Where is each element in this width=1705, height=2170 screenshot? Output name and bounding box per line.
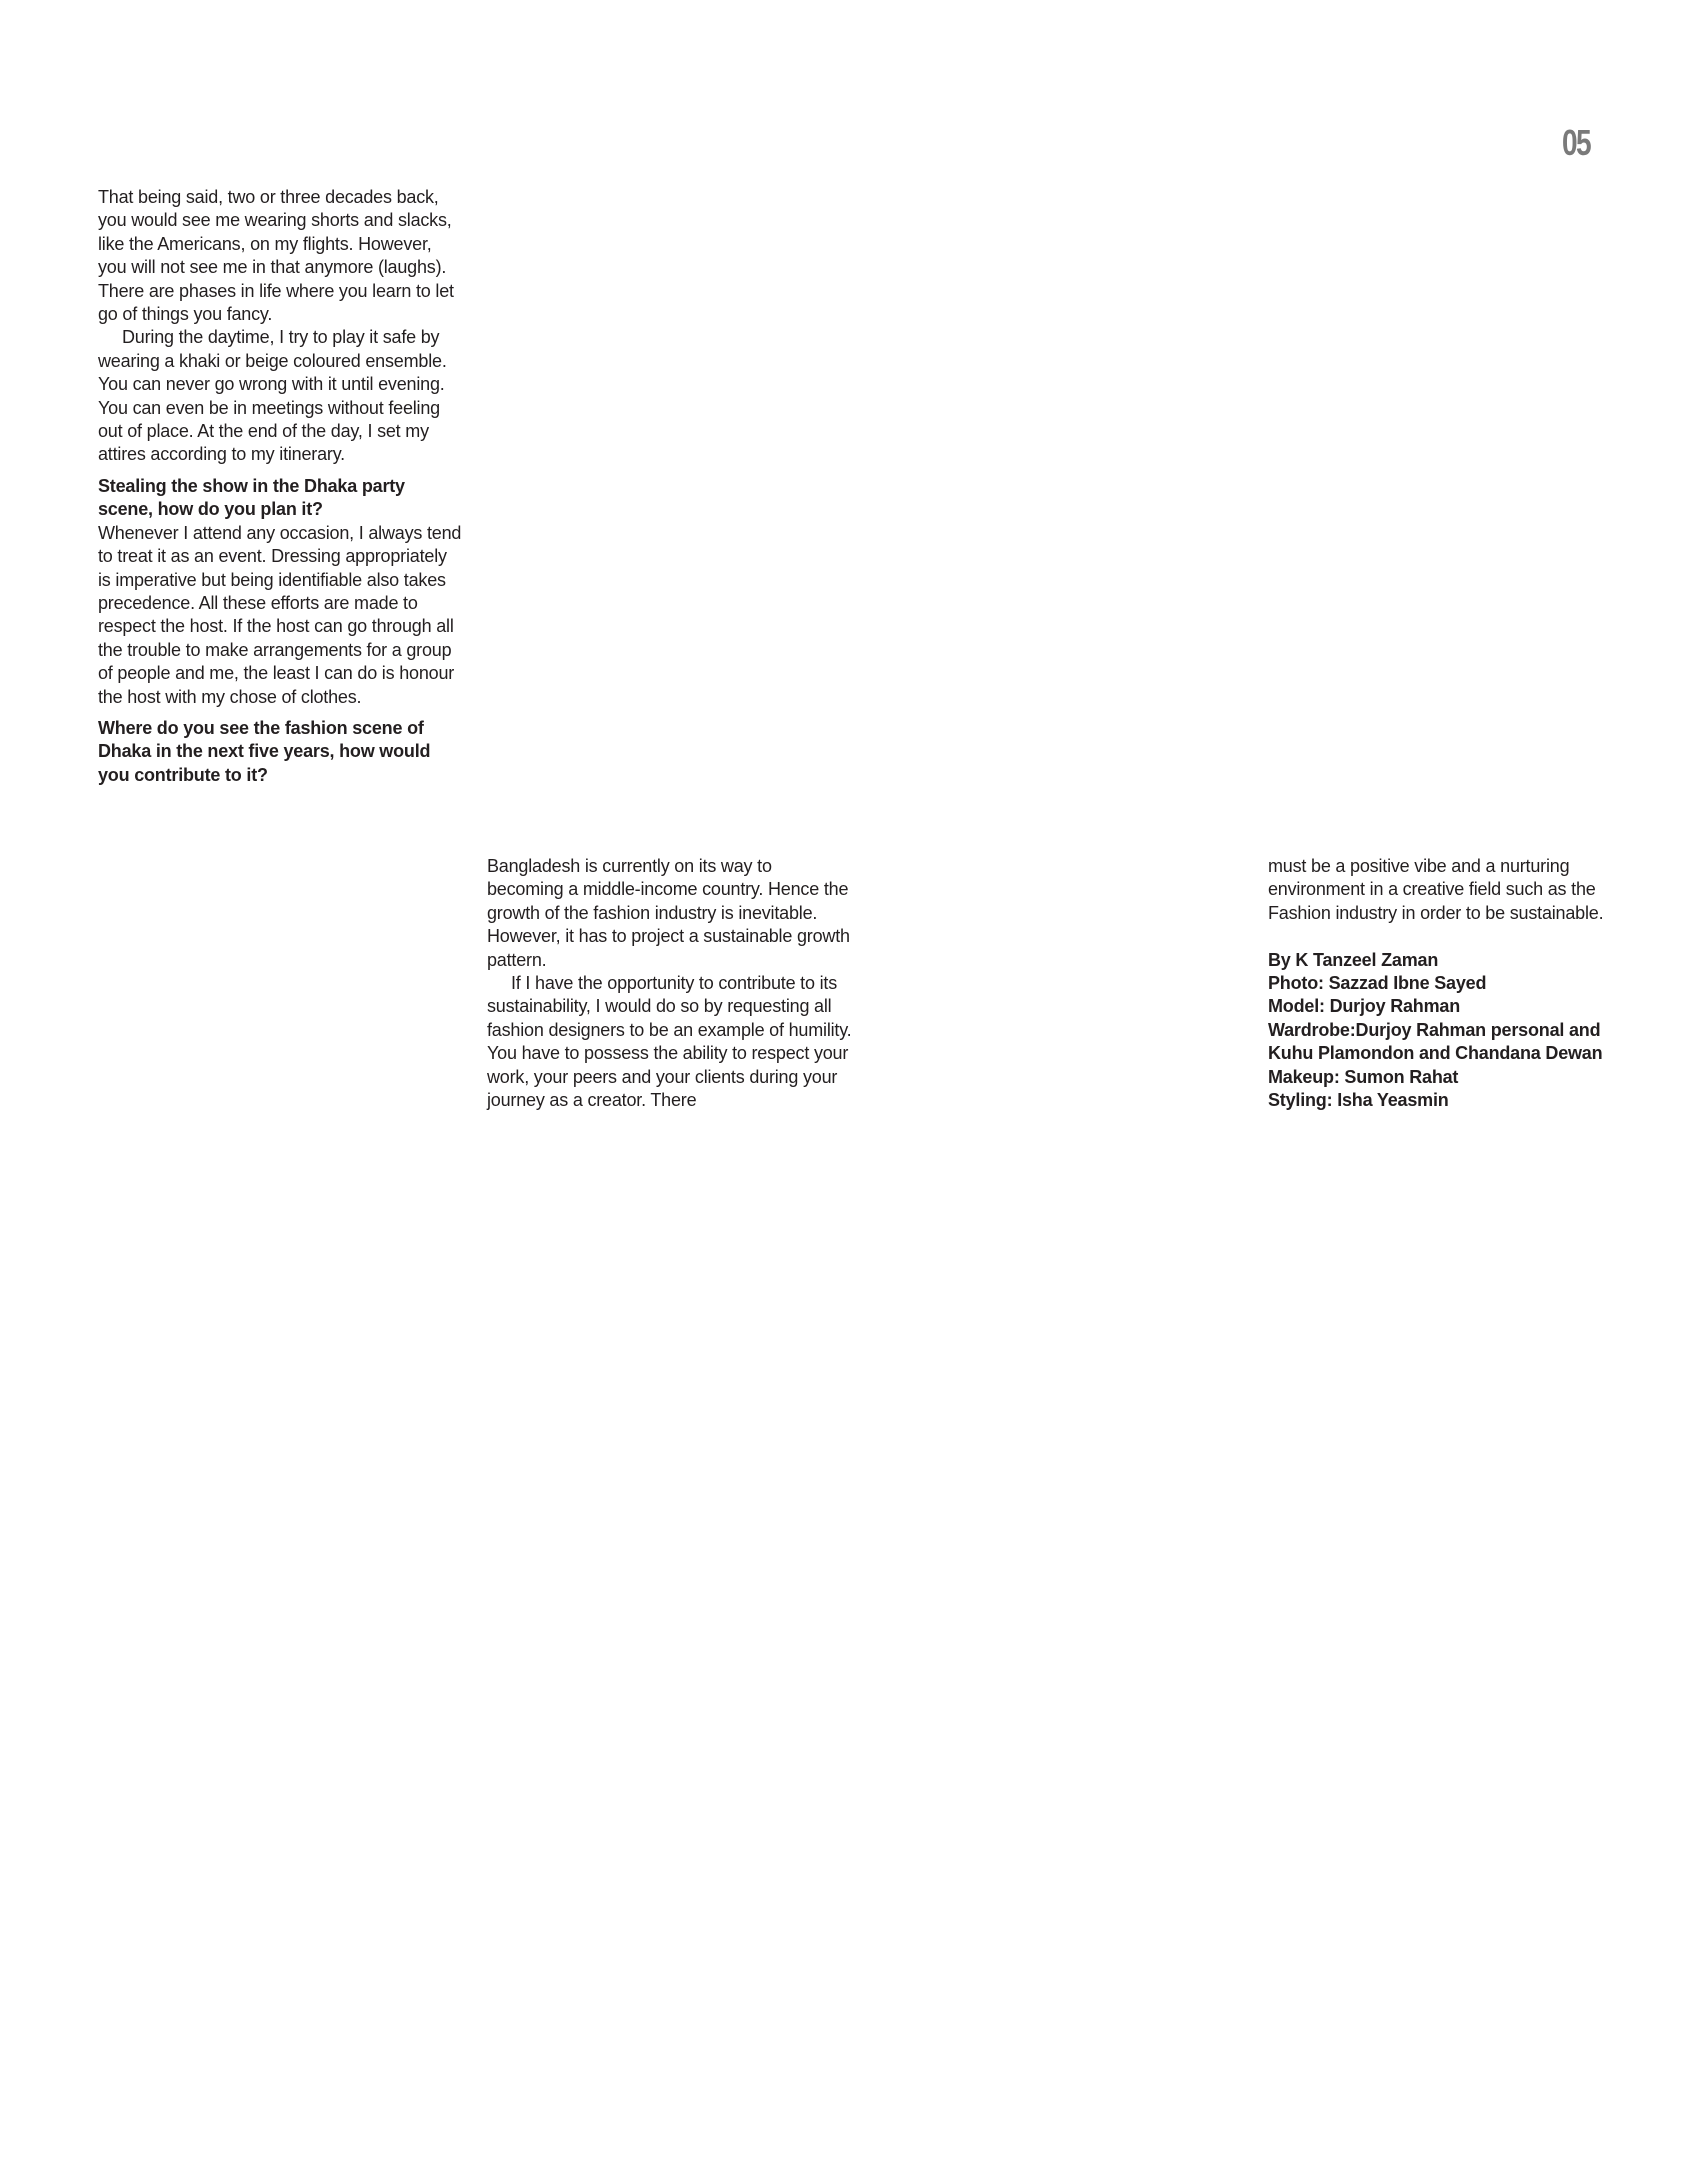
- body-paragraph: Bangladesh is currently on its way to becoming a middle-income country. Hence the growth of the fashion industry is inevitable. However, it has to project a sustainable growth pattern.: [487, 856, 850, 970]
- interview-question: Where do you see the fashion scene of Dhaka in the next five years, how would you contribute to it?: [98, 717, 431, 785]
- credit-author: By K Tanzeel Zaman: [1268, 949, 1439, 970]
- page-number: 05: [1562, 122, 1591, 163]
- text-column-middle: [487, 855, 852, 1112]
- article-credits: [1268, 949, 1628, 1113]
- credit-photo: Photo: Sazzad Ibne Sayed: [1268, 973, 1487, 994]
- body-paragraph: must be a positive vibe and a nurturing environment in a creative field such as the Fashion industry in order to be sustainable.: [1268, 856, 1604, 923]
- credit-wardrobe: Wardrobe:Durjoy Rahman personal and: [1268, 1019, 1601, 1040]
- credit-wardrobe: Kuhu Plamondon and Chandana Dewan: [1268, 1043, 1603, 1064]
- credit-makeup: Makeup: Sumon Rahat: [1268, 1066, 1459, 1087]
- credit-styling: Styling: Isha Yeasmin: [1268, 1090, 1449, 1111]
- interview-question: Stealing the show in the Dhaka party scene, how do you plan it?: [98, 475, 405, 520]
- body-paragraph: That being said, two or three decades back, you would see me wearing shorts and slacks, like the Americans, on my flights. However, you will not see me in that anymore (laughs). There are phases in life where you learn to let go of things you fancy.: [98, 187, 454, 325]
- credit-model: Model: Durjoy Rahman: [1268, 996, 1461, 1017]
- body-paragraph: Whenever I attend any occasion, I always tend to treat it as an event. Dressing appropriately is imperative but being identifiable also takes precedence. All these efforts are made to respect the host. If the host can go through all the trouble to make arrangements for a group of people and me, the least I can do is honour the host with my chose of clothes.: [98, 522, 462, 707]
- body-paragraph: During the daytime, I try to play it safe by wearing a khaki or beige coloured ensemble. You can never go wrong with it until evening. You can even be in meetings without feeling out of place. At the end of the day, I set my attires according to my itinerary.: [98, 327, 447, 465]
- body-paragraph: If I have the opportunity to contribute to its sustainability, I would do so by requesting all fashion designers to be an example of humility. You have to possess the ability to respect your work, your peers and your clients during your journey as a creator. There: [487, 973, 852, 1111]
- text-column-right: [1268, 855, 1628, 1112]
- text-column-left: [98, 186, 463, 787]
